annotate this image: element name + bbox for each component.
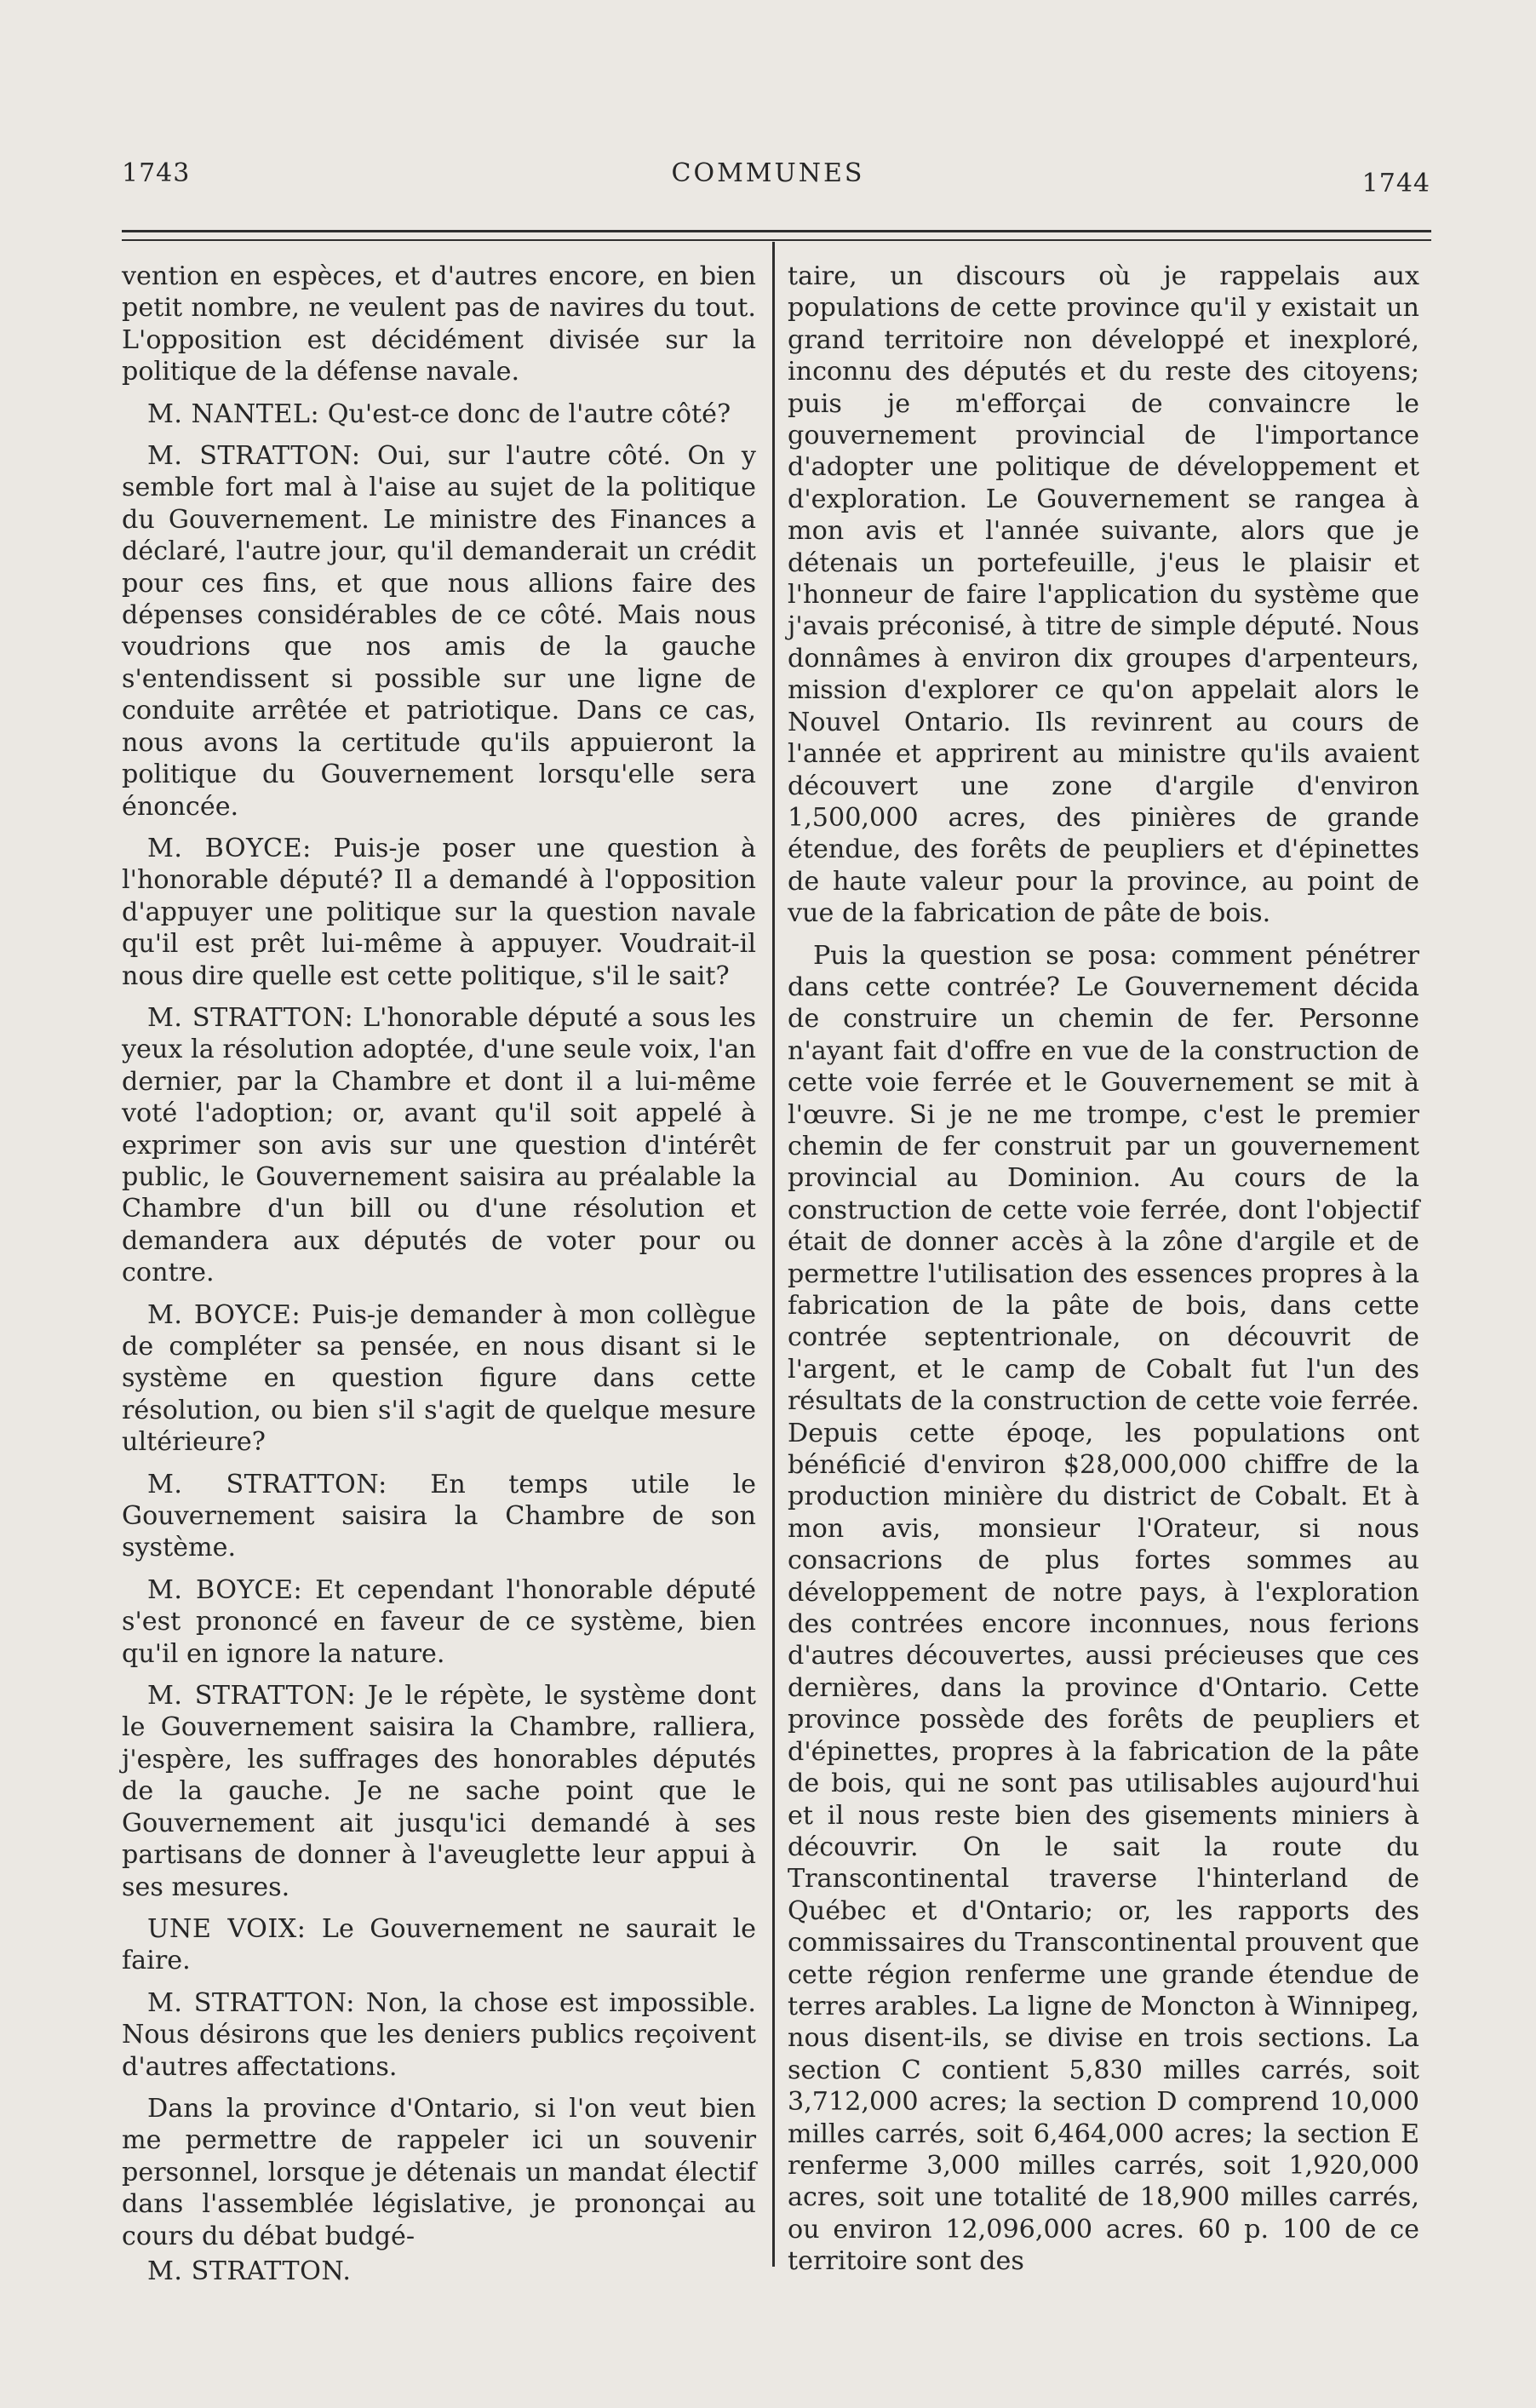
- speaker-name: M. STRATTON:: [147, 1002, 354, 1033]
- header-rule: [122, 230, 1431, 232]
- left-page-number: 1743: [122, 158, 191, 188]
- paragraph: [122, 1680, 756, 1903]
- paragraph-text: Puis-je poser une question à l'honorable député? Il a demandé à l'opposition d'appuyer une politique sur la question navale qu'il est prêt lui-même à appuyer. Voudrait-il nous dire quelle est cette politique, s'il le sait?: [122, 833, 756, 991]
- running-title: COMMUNES: [671, 158, 865, 188]
- paragraph-text: Oui, sur l'autre côté. On y semble fort mal à l'aise au sujet de la politique du Gouvernement. Le ministre des Finances a déclaré, l'autre jour, qu'il demanderait un crédit pour ces fins, et que nous allions faire des dépenses considérables de ce côté. Mais nous voudrions que nos amis de la gauche s'entendissent si possible sur une ligne de conduite arrêtée et patriotique. Dans ce cas, nous avons la certitude qu'ils appuieront la politique du Gouvernement lorsqu'elle sera énoncée.: [122, 441, 756, 822]
- paragraph: [122, 833, 756, 992]
- paragraph-text: taire, un discours où je rappelais aux populations de cette province qu'il y existait un grand territoire non développé et inexploré, inconnu des députés et du reste des citoyens; puis je m'efforçai de convaincre le gouvernement provincial de l'importance d'adopter une politique de développement et d'exploration. Le Gouvernement se rangea à mon avis et l'année suivante, alors que je détenais un portefeuille, j'eus le plaisir et l'honneur de faire l'application du système que j'avais préconisé, à titre de simple député. Nous donnâmes à environ dix groupes d'arpenteurs, mission d'explorer ce qu'on appelait alors le Nouvel Ontario. Ils revinrent au cours de l'année et apprirent au ministre qu'ils avaient découvert une zone d'argile d'environ 1,500,000 acres, des pinières de grande étendue, des forêts de peupliers et d'épinettes de haute valeur pour la province, au point de vue de la fabrication de pâte de bois.: [788, 261, 1419, 929]
- speaker-name: M. BOYCE:: [147, 1299, 301, 1330]
- left-column: [122, 261, 756, 2297]
- speaker-name: UNE VOIX:: [147, 1913, 307, 1944]
- paragraph-text: Qu'est-ce donc de l'autre côté?: [327, 398, 731, 429]
- paragraph: [122, 1299, 756, 1459]
- speaker-name: M. STRATTON:: [147, 1987, 355, 2018]
- paragraph: [122, 398, 756, 430]
- paragraph: [122, 1002, 756, 1289]
- paragraph: [122, 1987, 756, 2083]
- speaker-name: M. STRATTON:: [147, 1469, 387, 1499]
- right-page-number: 1744: [1361, 169, 1430, 198]
- footer-speaker: M. STRATTON.: [147, 2256, 352, 2286]
- paragraph: [122, 1913, 756, 1977]
- speaker-name: M. STRATTON:: [147, 441, 361, 472]
- paragraph-text: Non, la chose est impossible. Nous désirons que les deniers publics reçoivent d'autres affectations.: [122, 1987, 756, 2082]
- column-divider: [772, 242, 775, 2267]
- paragraph-text: Et cependant l'honorable député s'est prononcé en faveur de ce système, bien qu'il en ignore la nature.: [122, 1574, 756, 1669]
- paragraph-text: En temps utile le Gouvernement saisira la Chambre de son système.: [122, 1469, 756, 1563]
- speaker-name: M. BOYCE:: [147, 1574, 303, 1605]
- paragraph: [122, 261, 756, 388]
- paragraph-text: Puis-je demander à mon collègue de compléter sa pensée, en nous disant si le système en question figure dans cette résolution, ou bien s'il s'agit de quelque mesure ultérieure?: [122, 1299, 756, 1458]
- speaker-name: M. STRATTON:: [147, 1681, 357, 1711]
- speaker-name: M. NANTEL:: [147, 398, 320, 429]
- paragraph: [122, 440, 756, 823]
- speaker-name: M. BOYCE:: [147, 833, 312, 863]
- right-column: [788, 261, 1419, 2288]
- paragraph: [122, 2093, 756, 2252]
- paragraph: [788, 940, 1419, 2278]
- paragraph-text: Dans la province d'Ontario, si l'on veut bien me permettre de rappeler ici un souvenir personnel, lorsque je détenais un mandat électif dans l'assemblée législative, je prononçai au cours du débat budgé-: [122, 2093, 756, 2251]
- paragraph: [122, 1574, 756, 1670]
- paragraph-text: vention en espèces, et d'autres encore, en bien petit nombre, ne veulent pas de navires du tout. L'opposition est décidément divisée sur la politique de la défense navale.: [122, 261, 756, 387]
- header-rule-thin: [122, 239, 1431, 241]
- paragraph: [122, 1469, 756, 1564]
- paragraph-text: L'honorable député a sous les yeux la résolution adoptée, d'une seule voix, l'an dernier, par la Chambre et dont il a lui-même voté l'adoption; or, avant qu'il soit appelé à exprimer son avis sur une question d'intérêt public, le Gouvernement saisira au préalable la Chambre d'un bill ou d'une résolution et demandera aux députés de voter pour ou contre.: [122, 1002, 756, 1288]
- paragraph-text: Puis la question se posa: comment pénétrer dans cette contrée? Le Gouvernement décida de construire un chemin de fer. Personne n'ayant fait d'offre en vue de la construction de cette voie ferrée et le Gouvernement se mit à l'œuvre. Si je ne me trompe, c'est le premier chemin de fer construit par un gouvernement provincial au Dominion. Au cours de la construction de cette voie ferrée, dont l'objectif était de donner accès à la zône d'argile et de permettre l'utilisation des essences propres à la fabrication de la pâte de bois, dans cette contrée septentrionale, on découvrit de l'argent, et le camp de Cobalt fut l'un des résultats de la construction de cette voie ferrée. Depuis cette époqe, les populations ont bénéficié d'environ $28,000,000 chiffre de la production minière du district de Cobalt. Et à mon avis, monsieur l'Orateur, si nous consacrions de plus fortes sommes au développement de notre pays, à l'exploration des contrées encore inconnues, nous ferions d'autres découvertes, aussi précieuses que ces dernières, dans la province d'Ontario. Cette province possède des forêts de peupliers et d'épinettes, propres à la fabrication de la pâte de bois, qui ne sont pas utilisables aujourd'hui et il nous reste bien des gisements miniers à découvrir. On le sait la route du Transcontinental traverse l'hinterland de Québec et d'Ontario; or, les rapports des commissaires du Transcontinental prouvent que cette région renferme une grande étendue de terres arables. La ligne de Moncton à Winnipeg, nous disent-ils, se divise en trois sections. La section C contient 5,830 milles carrés, soit 3,712,000 acres; la section D comprend 10,000 milles carrés, soit 6,464,000 acres; la section E renferme 3,000 milles carrés, soit 1,920,000 acres, soit une totalité de 18,900 milles carrés, ou environ 12,096,000 acres. 60 p. 100 de ce territoire sont des: [788, 940, 1419, 2277]
- paragraph: [788, 261, 1419, 930]
- paragraph-text: Le Gouvernement ne saurait le faire.: [122, 1913, 757, 1976]
- paragraph-text: Je le répète, le système dont le Gouvernement saisira la Chambre, ralliera, j'espère, les suffrages des honorables députés de la gauche. Je ne sache point que le Gouvernement ait jusqu'ici demandé à ses partisans de donner à l'aveuglette leur appui à ses mesures.: [122, 1681, 756, 1902]
